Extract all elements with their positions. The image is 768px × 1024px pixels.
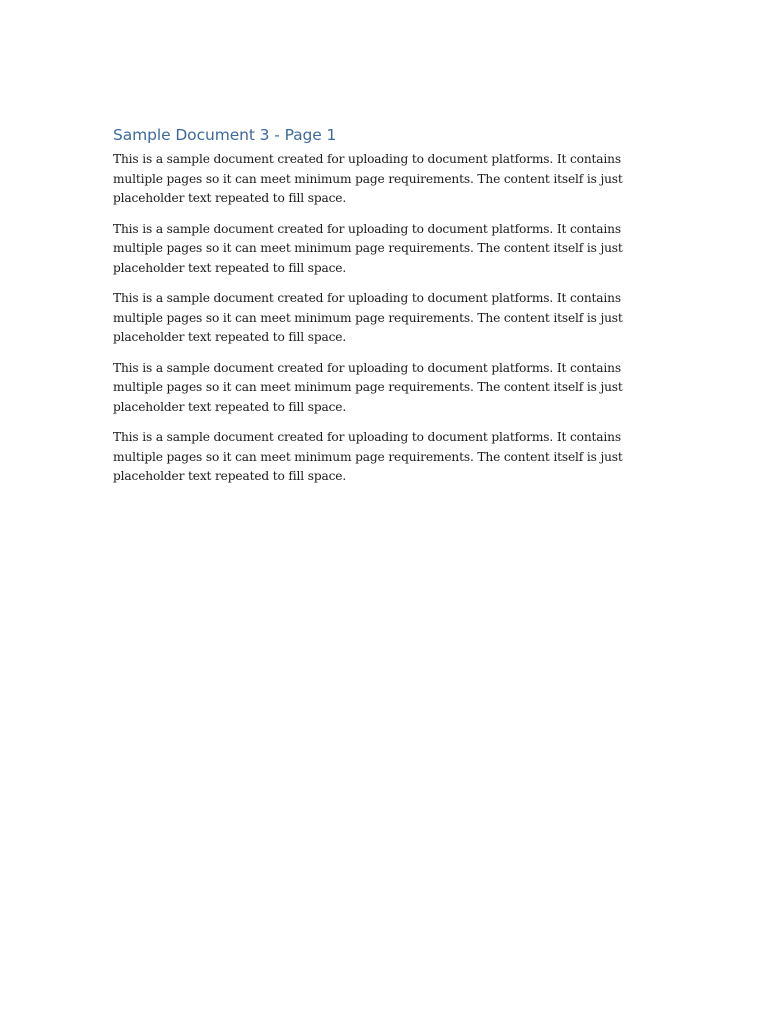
paragraph-3: This is a sample document created for uploading to document platforms. It contains multiple pages so it can meet minimum page requirements. The content itself is just placeholder text repeated to fill space. <box>113 291 623 344</box>
paragraph-5: This is a sample document created for uploading to document platforms. It contains multiple pages so it can meet minimum page requirements. The content itself is just placeholder text repeated to fill space. <box>113 430 623 483</box>
document-heading: Sample Document 3 - Page 1 <box>113 126 337 144</box>
document-body <box>113 124 623 498</box>
paragraph-2: This is a sample document created for uploading to document platforms. It contains multiple pages so it can meet minimum page requirements. The content itself is just placeholder text repeated to fill space. <box>113 221 623 275</box>
paragraph-4: This is a sample document created for uploading to document platforms. It contains multiple pages so it can meet minimum page requirements. The content itself is just placeholder text repeated to fill space. <box>113 360 623 414</box>
paragraph-1: This is a sample document created for uploading to document platforms. It contains multiple pages so it can meet minimum page requirements. The content itself is just placeholder text repeated to fill space. <box>113 152 623 205</box>
